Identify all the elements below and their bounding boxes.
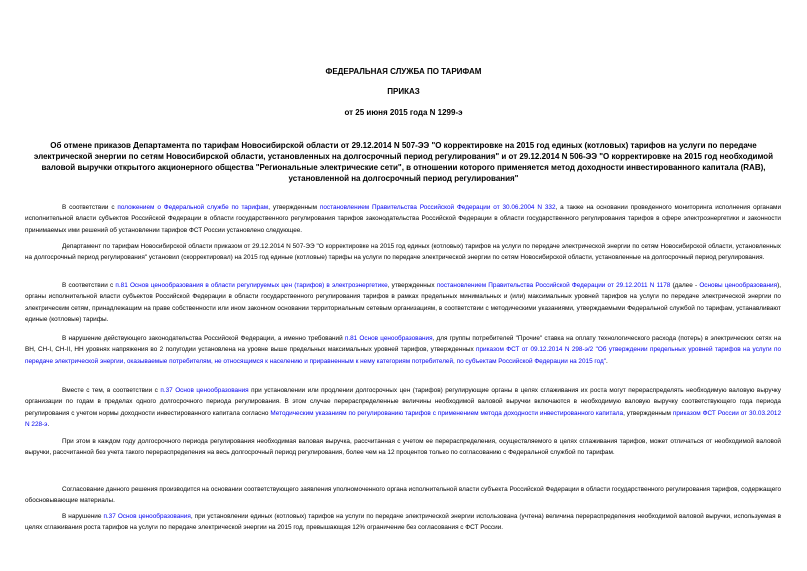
- document-link[interactable]: постановлением Правительства Российской Федерации от 29.12.2011 N 1178: [436, 282, 671, 289]
- paragraph-text: , утвержденным: [268, 204, 320, 211]
- paragraph: [25, 511, 781, 534]
- document-title: Об отмене приказов Департамента по тарифам Новосибирской области от 29.12.2014 N 507-ЭЭ "О корректировке на 2015 год единых (котловых) тарифов на услуги по передаче электрической энергии по сетям Новосибирской области, установленных на долгосрочный период регулирования" и от 29.12.2014 N 506-ЭЭ "О корректировке на 2015 год необходимой валовой выручки открытого акционерного общества "Региональные электрические сети", в отношении которого применяется метод доходности инвестированного капитала (RAB), установленной на долгосрочный период регулирования": [33, 141, 774, 183]
- paragraph-text: при установлении или продлении долгосрочных цен (тарифов) регулирующие органы в целях сглаживания их роста могут перераспределять необходимую валовую выручку организации по годам в пределах одного долгосрочного периода регулирования. В этом случае перераспределенные величины необходимой валовой выручки включаются в необходимую валовую выручку соответствующего года периода регулирования с учетом нормы доходности инвестированного капитала согласно: [25, 387, 781, 417]
- paragraph-text: Согласование данного решения производится на основании соответствующего заявления уполномоченного органа исполнительной власти субъекта Российской Федерации в области государственного регулирования тарифов, содержащего обосновывающие материалы.: [25, 486, 781, 505]
- paragraph-text: .: [47, 420, 50, 428]
- paragraph-text: Вместе с тем, в соответствии с: [62, 387, 161, 394]
- paragraph-text: , а также на основании проведенного мониторинга исполнения органами исполнительной власти субъектов Российской Федерации в области государственного регулирования тарифов законодательства Российской Федерации в области государственного регулирования тарифов в сфере электроэнергетики и законности принимаемых ими решений об установлении тарифов ФСТ России установлено следующее.: [25, 204, 782, 234]
- document-date-number: от 25 июня 2015 года N 1299-э: [344, 108, 463, 117]
- agency-name: ФЕДЕРАЛЬНАЯ СЛУЖБА ПО ТАРИФАМ: [325, 67, 482, 76]
- paragraph-text: .: [606, 357, 608, 365]
- paragraph-text: , при установлении единых (котловых) тарифов на услуги по передаче электрической энергии использована (учтена) величина перераспределения необходимой валовой выручки, используемая в целях сглаживания роста тарифов на услуги по передаче электрической энергии на 2015 год, превышающая 12% ограничение без согласования с ФСТ России.: [25, 513, 781, 532]
- paragraph-text: ), органы исполнительной власти субъектов Российской Федерации в области государственного регулирования тарифов в рамках предельных минимальных и (или) максимальных уровней тарифов на услуги по передаче электрической энергии по электрическим сетям, принадлежащим на праве собственности или ином законном основании территориальным сетевым организациям, в соответствии с методическими указаниями, утверждаемыми Федеральной службой по тарифам, устанавливают единые (котловые) тарифы.: [25, 282, 781, 323]
- paragraph-text: , утвержденных: [387, 282, 437, 289]
- document-link[interactable]: приказом ФСТ России от 30.03.2012 N 228-э: [25, 409, 782, 428]
- document-link[interactable]: п.81 Основ ценообразования: [344, 335, 433, 342]
- paragraph-text: , для группы потребителей "Прочие" ставка на оплату технологического расхода (потерь) в электрических сетях на ВН, СН-I, СН-II, НН уровнях напряжения во 2 полугодии установлена на уровне выше предельных максимальных уровней тарифов, утвержденных: [25, 335, 782, 354]
- document-link[interactable]: п.81 Основ ценообразования в области регулируемых цен (тарифов) в электроэнергетике: [115, 282, 388, 289]
- document-link[interactable]: постановлением Правительства Российской Федерации от 30.06.2004 N 332: [319, 204, 556, 211]
- paragraph-text: При этом в каждом году долгосрочного периода регулирования необходимая валовая выручка, рассчитанная с учетом ее перераспределения, осуществляемого в целях сглаживания тарифов, может отличаться от необходимой валовой выручки, рассчитанной без учета такого перераспределения на весь долгосрочный период регулирования, более чем на 12 процентов только по согласованию с Федеральной службой по тарифам.: [25, 438, 781, 457]
- paragraph-text: В соответствии с: [62, 204, 118, 211]
- paragraph: [25, 484, 781, 507]
- paragraph: [25, 280, 781, 325]
- paragraph-text: В нарушение: [62, 513, 104, 520]
- document-link[interactable]: Основы ценообразования: [699, 282, 778, 289]
- document-link[interactable]: Методическим указаниям по регулированию тарифов с применением метода доходности инвестированного капитала: [270, 409, 624, 417]
- paragraph-text: , утвержденным: [623, 409, 673, 417]
- paragraph: [25, 202, 781, 236]
- paragraph: [25, 241, 781, 264]
- paragraph-text: В соответствии с: [62, 282, 116, 289]
- document-link[interactable]: положением о Федеральной службе по тарифам: [117, 204, 269, 211]
- paragraph: [25, 333, 781, 367]
- document-type: ПРИКАЗ: [387, 87, 420, 96]
- paragraph-text: В нарушение действующего законодательства Российской Федерации, а именно требований: [62, 335, 345, 342]
- document-link[interactable]: п.37 Основ ценообразования: [160, 387, 249, 394]
- paragraph: [25, 385, 781, 430]
- document-link[interactable]: приказом ФСТ от 09.12.2014 N 298-э/2 "Об утверждении предельных уровней тарифов на услуги по передаче электрической энергии, оказываемые потребителям, не относящимся к населению и приравненным к нему категориям потребителей, по субъектам Российской Федерации на 2015 год": [25, 346, 782, 365]
- paragraph-text: Департамент по тарифам Новосибирской области приказом от 29.12.2014 N 507-ЭЭ "О корректировке на 2015 год единых (котловых) тарифов на услуги по передаче электрической энергии по сетям Новосибирской области, установленных на долгосрочный период регулирования" установил (скорректировал) на 2015 год единые (котловые) тарифы на услуги по передаче электрической энергии по сетям Новосибирской области, установленные на долгосрочный период регулирования.: [25, 243, 781, 262]
- paragraph-text: (далее -: [670, 282, 700, 289]
- document-link[interactable]: п.37 Основ ценообразования: [103, 513, 191, 520]
- paragraph: [25, 436, 781, 459]
